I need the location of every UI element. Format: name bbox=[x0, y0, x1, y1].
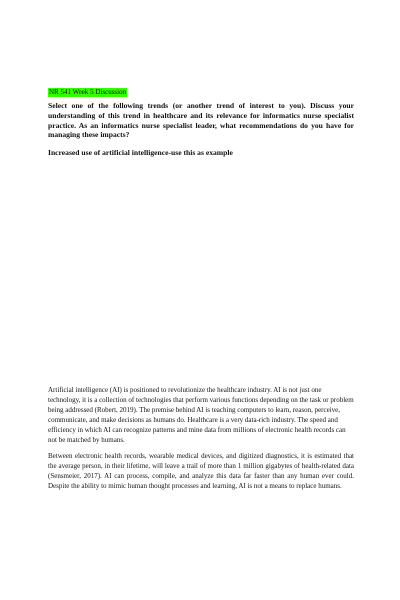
body-paragraph: Artificial intelligence (AI) is positioned to revolutionize the healthcare industry. AI is not just one technology, it is a collection of technologies that perform various functions depending on the task or problem being addressed (Robert, 2019). The premise behind AI is teaching computers to learn, reason, perceive, communicate, and make decisions as humans do. Healthcare is a very data-rich industry. The speed and efficiency in which AI can recognize patterns and mine data from millions of electronic health records can not be matched by humans. bbox=[48, 386, 354, 444]
topic-subheading: Increased use of artificial intelligence-use this as example bbox=[48, 148, 233, 157]
discussion-question: Select one of the following trends (or another trend of interest to you). Discuss your understanding of this trend in healthcare and its relevance for informatics nurse specialist practice. As an informatics nurse specialist leader, what recommendations do you have for managing these impacts? bbox=[48, 101, 354, 140]
document-heading: NR 541 Week 5 Discussion bbox=[49, 88, 127, 96]
body-paragraph: Between electronic health records, wearable medical devices, and digitized diagnostics, it is estimated that the average person, in their lifetime, will leave a trail of more than 1 million gigabytes of health-related data (Sensmeier, 2017). AI can process, compile, and analyze this data far faster than any human ever could. Despite the ability to mimic human thought processes and learning, AI is not a means to replace humans. bbox=[48, 452, 354, 490]
